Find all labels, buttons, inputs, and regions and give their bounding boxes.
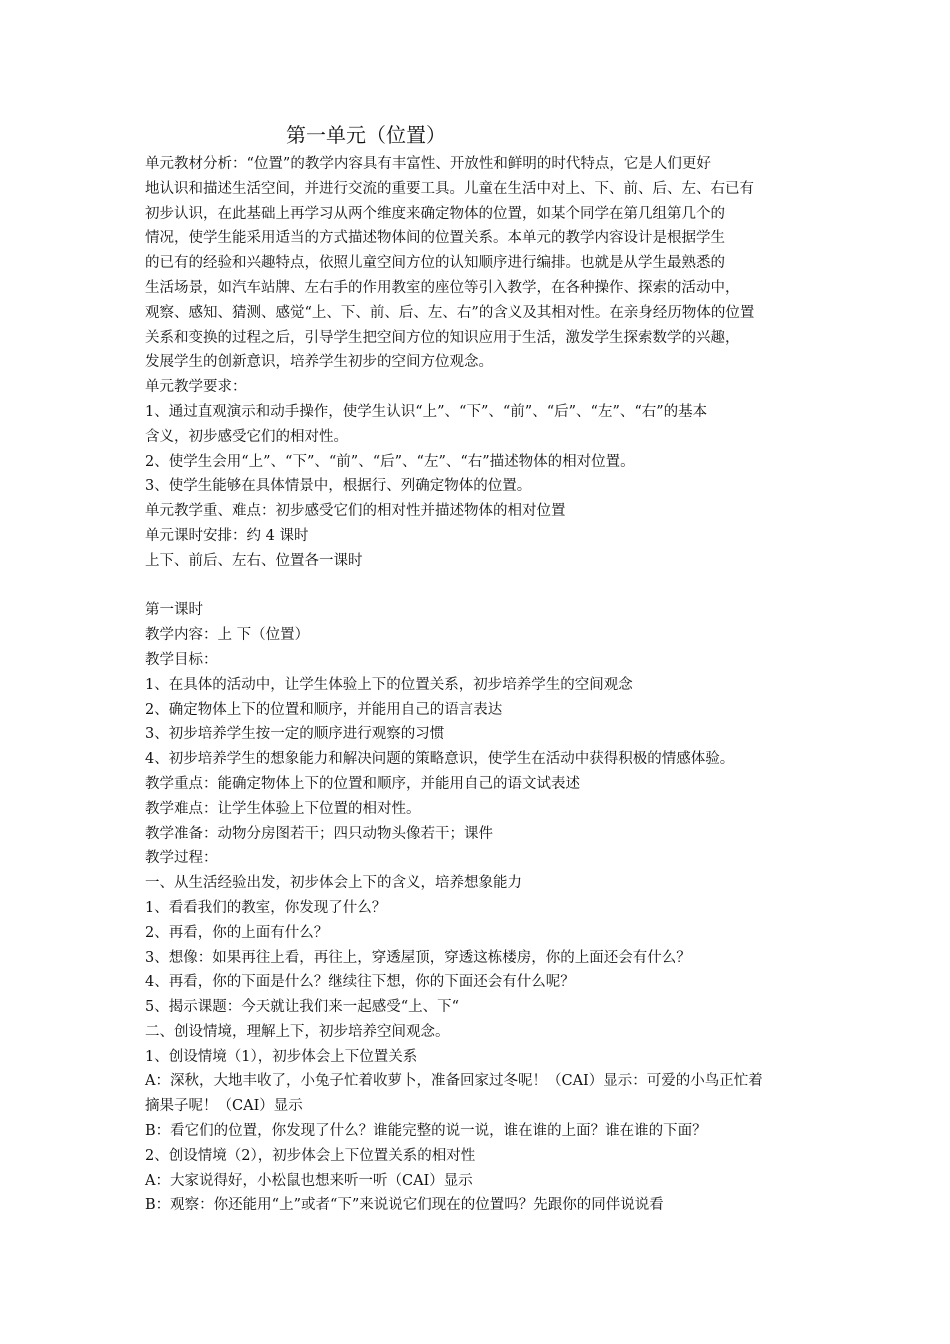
- text-line: 发展学生的创新意识，培养学生初步的空间方位观念。: [145, 354, 493, 371]
- text-line: 1、看看我们的教室，你发现了什么？: [145, 899, 387, 916]
- text-line: 2、确定物体上下的位置和顺序，并能用自己的语言表达: [145, 701, 503, 718]
- text-line: A：大家说得好，小松鼠也想来听一听（CAI）显示: [145, 1172, 473, 1189]
- text-line: 1、创设情境（1），初步体会上下位置关系: [145, 1048, 418, 1065]
- text-line: 单元教学重、难点：初步感受它们的相对性并描述物体的相对位置: [145, 503, 566, 520]
- text-line: 初步认识，在此基础上再学习从两个维度来确定物体的位置，如某个同学在第几组第几个的: [145, 205, 725, 222]
- text-line: 一、从生活经验出发，初步体会上下的含义，培养想象能力: [145, 875, 522, 892]
- document-body: [145, 152, 815, 1218]
- text-line: 教学难点：让学生体验上下位置的相对性。: [145, 800, 421, 817]
- text-line: 教学准备：动物分房图若干；四只动物头像若干；课件: [145, 825, 493, 842]
- text-line: B：看它们的位置，你发现了什么？谁能完整的说一说，谁在谁的上面？谁在谁的下面？: [145, 1123, 707, 1140]
- text-line: 生活场景，如汽车站牌、左右手的作用教室的座位等引入教学，在各种操作、探索的活动中，: [145, 279, 740, 296]
- text-line: 2、再看，你的上面有什么？: [145, 924, 329, 941]
- text-line: 教学目标：: [145, 651, 218, 668]
- text-line: 教学内容：上 下（位置）: [145, 627, 310, 644]
- text-line: 二、创设情境，理解上下，初步培养空间观念。: [145, 1023, 450, 1040]
- text-line: 4、再看，你的下面是什么？继续往下想，你的下面还会有什么呢？: [145, 974, 575, 991]
- text-line: 4、初步培养学生的想象能力和解决问题的策略意识，使学生在活动中获得积极的情感体验。: [145, 751, 735, 768]
- text-line: 教学过程：: [145, 850, 218, 867]
- text-line: 摘果子呢！（CAI）显示: [145, 1098, 303, 1115]
- text-line: 上下、前后、左右、位置各一课时: [145, 552, 363, 569]
- text-line: 单元教材分析：“位置”的教学内容具有丰富性、开放性和鲜明的时代特点，它是人们更好: [145, 156, 711, 172]
- text-line: [145, 574, 815, 599]
- text-line: A：深秋，大地丰收了，小兔子忙着收萝卜，准备回家过冬呢！（CAI）显示：可爱的小鸟正忙着: [145, 1073, 763, 1090]
- text-line: 3、初步培养学生按一定的顺序进行观察的习惯: [145, 726, 445, 743]
- text-line: 单元教学要求：: [145, 379, 247, 396]
- text-line: 2、使学生会用“上”、“下”、“前”、“后”、“左”、“右”描述物体的相对位置。: [145, 453, 635, 470]
- text-line: 含义，初步感受它们的相对性。: [145, 428, 348, 445]
- document-title: 第一单元（位置）: [286, 123, 446, 147]
- text-line: 3、想像：如果再往上看，再往上，穿透屋顶，穿透这栋楼房，你的上面还会有什么？: [145, 949, 691, 966]
- text-line: 情况，使学生能采用适当的方式描述物体间的位置关系。本单元的教学内容设计是根据学生: [145, 230, 725, 247]
- text-line: 关系和变换的过程之后，引导学生把空间方位的知识应用于生活，激发学生探索数学的兴趣，: [145, 329, 740, 346]
- text-line: 1、通过直观演示和动手操作，使学生认识“上”、“下”、“前”、“后”、“左”、“右”的基本: [145, 403, 708, 420]
- text-line: 教学重点：能确定物体上下的位置和顺序，并能用自己的语文试表述: [145, 775, 580, 792]
- text-line: 地认识和描述生活空间，并进行交流的重要工具。儿童在生活中对上、下、前、后、左、右已有: [145, 180, 754, 197]
- text-line: 单元课时安排：约 4 课时: [145, 527, 309, 544]
- text-line: 1、在具体的活动中，让学生体验上下的位置关系，初步培养学生的空间观念: [145, 676, 633, 693]
- text-line: B：观察：你还能用“上”或者“下”来说说它们现在的位置吗？先跟你的同伴说说看: [145, 1197, 664, 1214]
- text-line: 2、创设情境（2），初步体会上下位置关系的相对性: [145, 1147, 476, 1164]
- text-line: 观察、感知、猜测、感觉“上、下、前、后、左、右”的含义及其相对性。在亲身经历物体的位置: [145, 304, 755, 321]
- text-line: 3、使学生能够在具体情景中，根据行、列确定物体的位置。: [145, 478, 532, 495]
- text-line: 第一课时: [145, 602, 203, 619]
- text-line: 的已有的经验和兴趣特点，依照儿童空间方位的认知顺序进行编排。也就是从学生最熟悉的: [145, 255, 725, 272]
- text-line: 5、揭示课题：今天就让我们来一起感受“上、下“: [145, 999, 460, 1016]
